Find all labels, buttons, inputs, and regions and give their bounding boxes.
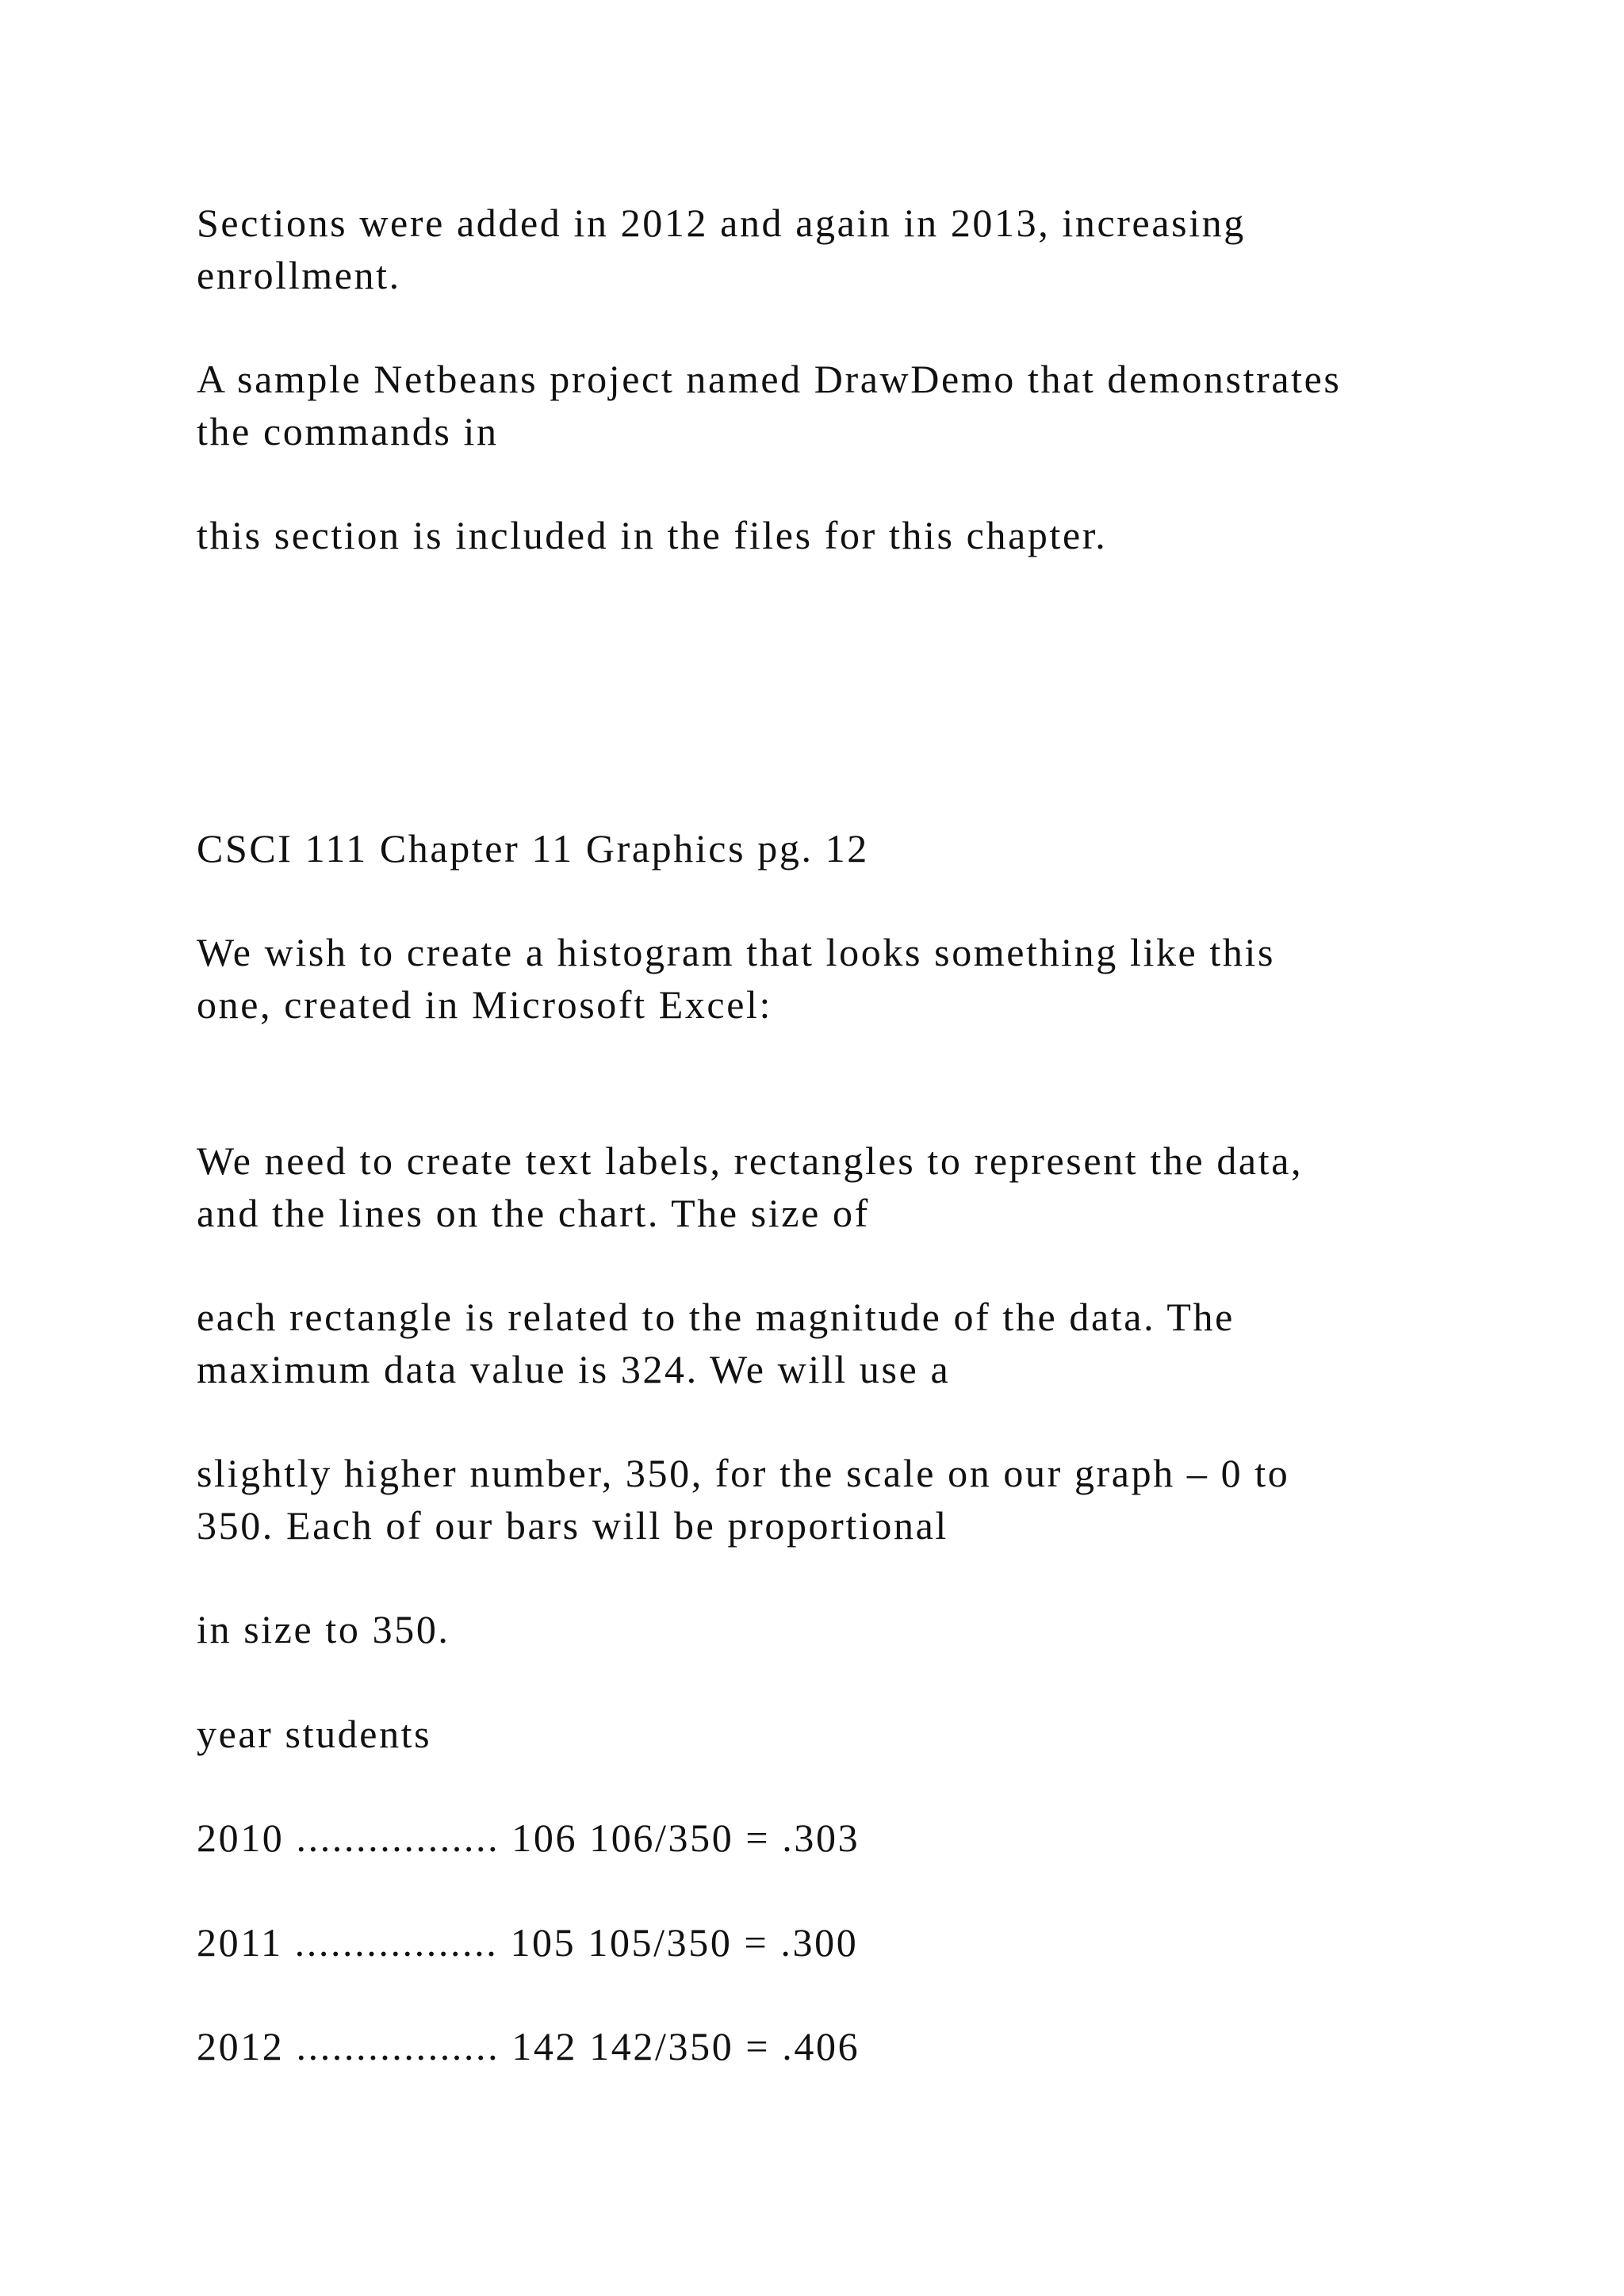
text-line: in size to 350. [197,1607,450,1651]
text-line: one, created in Microsoft Excel: [197,982,772,1027]
text-line: the commands in [197,409,499,453]
text-line: CSCI 111 Chapter 11 Graphics pg. 12 [197,826,869,871]
text-line: slightly higher number, 350, for the scale on our graph – 0 to [197,1451,1290,1495]
paragraph-section-files [197,509,1465,561]
data-table-header [197,1708,1465,1760]
text-line: We wish to create a histogram that looks something like this [197,930,1276,974]
text-line: 350. Each of our bars will be proportional [197,1503,948,1548]
text-line: year students [197,1712,432,1756]
text-line: Sections were added in 2012 and again in 2013, increasing [197,201,1246,245]
text-line: 2011 ................. 105 105/350 = .300 [197,1920,859,1965]
paragraph-sections-added [197,197,1465,301]
paragraph-text-labels [197,1135,1465,1239]
text-line: A sample Netbeans project named DrawDemo that demonstrates [197,357,1342,401]
paragraph-scale [197,1447,1465,1552]
text-line: maximum data value is 324. We will use a [197,1347,951,1391]
paragraph-histogram-intro [197,926,1465,1031]
data-row-2011 [197,1916,1465,1969]
text-line: We need to create text labels, rectangles to represent the data, [197,1138,1304,1183]
text-line: each rectangle is related to the magnitude of the data. The [197,1295,1235,1339]
data-row-2012 [197,2020,1465,2072]
paragraph-drawdemo-project [197,353,1465,457]
text-line: enrollment. [197,253,401,297]
text-line: and the lines on the chart. The size of [197,1191,870,1235]
text-line: 2010 ................. 106 106/350 = .303 [197,1816,860,1860]
paragraph-size-to-350 [197,1603,1465,1655]
paragraph-rectangle-size [197,1291,1465,1395]
page-header [197,822,1465,874]
text-line: 2012 ................. 142 142/350 = .406 [197,2024,860,2068]
data-row-2010 [197,1812,1465,1864]
text-line: this section is included in the files for this chapter. [197,513,1108,557]
